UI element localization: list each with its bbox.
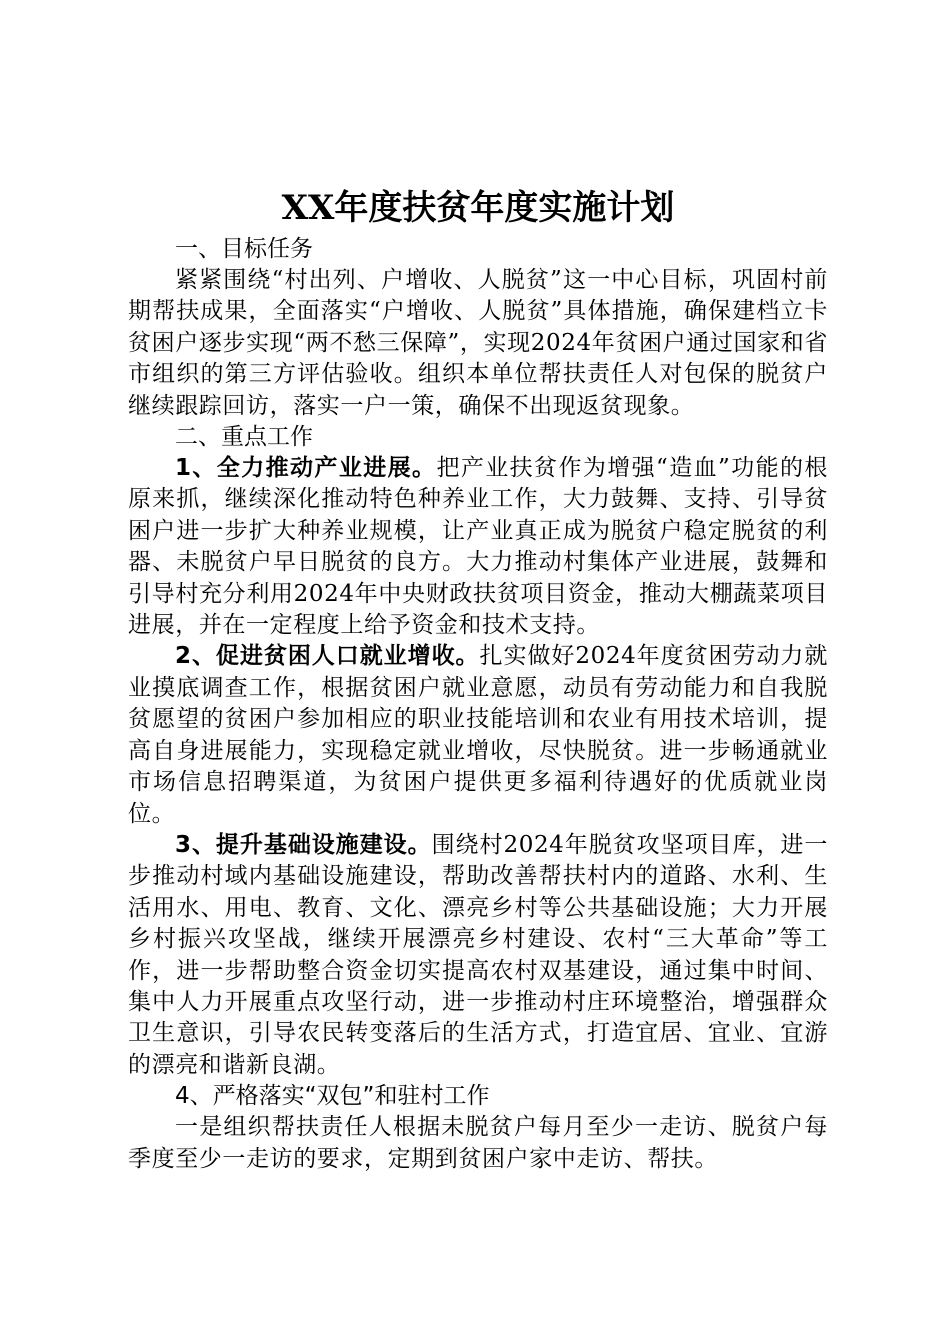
item-2-body: 扎实做好2024年度贫困劳动力就业摸底调查工作，根据贫困户就业意愿，动员有劳动能力和自我脱贫愿望的贫困户参加相应的职业技能培训和农业有用技术培训，提高自身进展能力，实现稳定就业增收，尽快脱贫。进一步畅通就业市场信息招聘渠道，为贫困户提供更多福利待遇好的优质就业岗位。 bbox=[128, 643, 828, 827]
paragraph-item-3 bbox=[128, 830, 828, 1081]
paragraph-item-4: 一是组织帮扶责任人根据未脱贫户每月至少一走访、脱贫户每季度至少一走访的要求，定期到贫困户家中走访、帮扶。 bbox=[128, 1114, 828, 1172]
item-2-lead: 2、促进贫困人口就业增收。 bbox=[175, 643, 480, 670]
item-3-lead: 3、提升基础设施建设。 bbox=[175, 831, 432, 858]
paragraph-goals: 紧紧围绕“村出列、户增收、人脱贫”这一中心目标，巩固村前期帮扶成果，全面落实“户增收、人脱贫”具体措施，确保建档立卡贫困户逐步实现“两不愁三保障”，实现2024年贫困户通过国家和省市组织的第三方评估验收。组织本单位帮扶责任人对包保的脱贫户继续跟踪回访，落实一户一策，确保不出现返贫现象。 bbox=[128, 267, 828, 419]
document-page bbox=[128, 182, 828, 1175]
item-1-lead: 1、全力推动产业进展。 bbox=[175, 455, 437, 482]
paragraph-item-2 bbox=[128, 641, 828, 829]
item-1-body: 把产业扶贫作为增强“造血”功能的根原来抓，继续深化推动特色种养业工作，大力鼓舞、支持、引导贫困户进一步扩大种养业规模，让产业真正成为脱贫户稳定脱贫的利器、未脱贫户早日脱贫的良方。大力推动村集体产业进展，鼓舞和引导村充分利用2024年中央财政扶贫项目资金，推动大棚蔬菜项目进展，并在一定程度上给予资金和技术支持。 bbox=[128, 455, 828, 639]
paragraph-item-1 bbox=[128, 453, 828, 641]
section-heading-key-work: 二、重点工作 bbox=[175, 424, 313, 451]
document-title: XX年度扶贫年度实施计划 bbox=[281, 188, 675, 228]
item-3-body: 围绕村2024年脱贫攻坚项目库，进一步推动村域内基础设施建设，帮助改善帮扶村内的道路、水利、生活用水、用电、教育、文化、漂亮乡村等公共基础设施；大力开展乡村振兴攻坚战，继续开展漂亮乡村建设、农村“三大革命”等工作，进一步帮助整合资金切实提高农村双基建设，通过集中时间、集中人力开展重点攻坚行动，进一步推动村庄环境整治，增强群众卫生意识，引导农民转变落后的生活方式，打造宜居、宜业、宜游的漂亮和谐新良湖。 bbox=[128, 831, 828, 1078]
section-heading-item-4: 4、严格落实“双包”和驻村工作 bbox=[175, 1083, 490, 1110]
section-heading-goals: 一、目标任务 bbox=[175, 236, 313, 262]
